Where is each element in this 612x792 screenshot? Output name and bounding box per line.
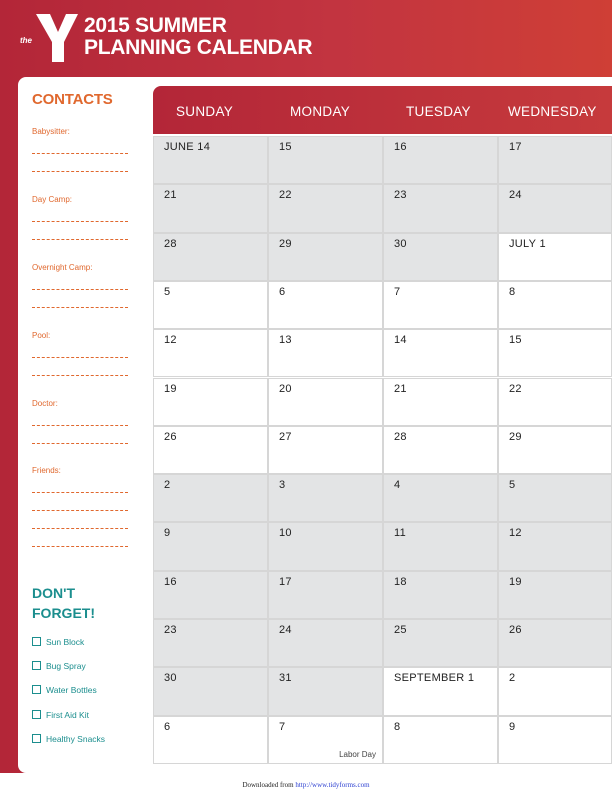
contact-write-line[interactable]	[32, 546, 128, 547]
calendar-cell[interactable]	[383, 619, 498, 667]
calendar-cell[interactable]	[153, 136, 268, 184]
contact-label: Overnight Camp:	[32, 263, 93, 272]
checklist-item[interactable]	[32, 734, 105, 744]
date-label: 11	[394, 527, 407, 540]
calendar-cell[interactable]	[383, 136, 498, 184]
calendar-cell[interactable]	[268, 474, 383, 522]
checklist-item-label: First Aid Kit	[46, 710, 89, 720]
logo-text: the	[20, 36, 32, 45]
contact-label: Doctor:	[32, 399, 58, 408]
contact-write-line[interactable]	[32, 289, 128, 290]
checklist-item-label: Bug Spray	[46, 661, 86, 671]
checkbox-icon[interactable]	[32, 661, 41, 670]
date-label: 26	[509, 624, 522, 636]
calendar-cell[interactable]	[268, 378, 383, 426]
contact-write-line[interactable]	[32, 492, 128, 493]
calendar-cell[interactable]	[268, 281, 383, 329]
date-label: 5	[509, 479, 516, 492]
contact-label: Friends:	[32, 466, 61, 475]
date-label: 14	[394, 334, 407, 347]
date-label: 2	[509, 672, 516, 685]
day-name-tuesday: TUESDAY	[406, 104, 471, 119]
calendar-cell[interactable]	[153, 571, 268, 619]
checklist-item[interactable]	[32, 710, 89, 720]
page-title-line2: PLANNING CALENDAR	[84, 36, 313, 59]
calendar-cell[interactable]	[268, 233, 383, 281]
contact-write-line[interactable]	[32, 239, 128, 240]
calendar-cell[interactable]	[498, 184, 612, 232]
footer-prefix: Downloaded from	[242, 781, 296, 789]
calendar-cell[interactable]	[268, 184, 383, 232]
date-label: 20	[279, 382, 292, 395]
date-label: 7	[394, 285, 401, 298]
date-label: 29	[509, 430, 522, 443]
page-title-line1: 2015 SUMMER	[84, 14, 227, 37]
date-label: 16	[394, 141, 407, 153]
date-label: 26	[164, 430, 177, 443]
date-label: 22	[279, 189, 292, 202]
date-label: JUNE 14	[164, 141, 211, 153]
calendar-cell[interactable]	[498, 474, 612, 522]
date-label: 9	[509, 720, 516, 733]
calendar-cell[interactable]	[268, 716, 383, 764]
contact-write-line[interactable]	[32, 153, 128, 154]
calendar-cell[interactable]	[153, 426, 268, 474]
calendar-cell[interactable]	[153, 281, 268, 329]
date-label: 29	[279, 237, 292, 250]
contact-write-line[interactable]	[32, 221, 128, 222]
calendar-cell[interactable]	[383, 522, 498, 570]
checklist-item[interactable]	[32, 637, 84, 647]
calendar-cell[interactable]	[498, 378, 612, 426]
holiday-note: Labor Day	[339, 749, 376, 759]
contact-write-line[interactable]	[32, 443, 128, 444]
date-label: 12	[164, 334, 177, 347]
date-label: 17	[279, 575, 292, 588]
date-label: 18	[394, 575, 407, 588]
date-label: 4	[394, 479, 401, 492]
date-label: 21	[394, 382, 407, 395]
date-label: 28	[394, 430, 407, 443]
dont-forget-title-line1: DON'T	[32, 585, 75, 601]
calendar-cell[interactable]	[153, 619, 268, 667]
date-label: 28	[164, 237, 177, 250]
calendar-cell[interactable]	[383, 378, 498, 426]
calendar-cell[interactable]	[498, 571, 612, 619]
calendar-cell[interactable]	[383, 426, 498, 474]
calendar-cell[interactable]	[153, 522, 268, 570]
calendar-cell[interactable]	[498, 329, 612, 377]
day-name-sunday: SUNDAY	[176, 104, 234, 119]
calendar-cell[interactable]	[383, 571, 498, 619]
day-name-monday: MONDAY	[290, 104, 351, 119]
contact-write-line[interactable]	[32, 510, 128, 511]
contacts-title: CONTACTS	[32, 91, 113, 108]
calendar-cell[interactable]	[153, 378, 268, 426]
date-label: 21	[164, 189, 177, 202]
date-label: 6	[279, 285, 286, 298]
calendar-cell[interactable]	[383, 716, 498, 764]
contact-label: Babysitter:	[32, 127, 70, 136]
calendar-cell[interactable]	[383, 474, 498, 522]
calendar-cell[interactable]	[498, 619, 612, 667]
date-label: 27	[279, 430, 292, 443]
calendar-cell[interactable]	[498, 716, 612, 764]
checkbox-icon[interactable]	[32, 734, 41, 743]
calendar-cell[interactable]	[383, 329, 498, 377]
calendar-cell[interactable]	[153, 233, 268, 281]
contact-write-line[interactable]	[32, 425, 128, 426]
calendar-cell[interactable]	[268, 619, 383, 667]
checklist-item-label: Sun Block	[46, 637, 85, 647]
calendar-cell[interactable]	[498, 426, 612, 474]
checkbox-icon[interactable]	[32, 710, 41, 719]
day-name-wednesday: WEDNESDAY	[508, 104, 597, 119]
footer	[0, 781, 612, 789]
checklist-item-label: Water Bottles	[46, 685, 97, 695]
contact-write-line[interactable]	[32, 171, 128, 172]
calendar-cell[interactable]	[498, 136, 612, 184]
date-label: 15	[509, 334, 522, 347]
dont-forget-title	[32, 583, 95, 623]
contact-label: Pool:	[32, 331, 51, 340]
calendar-cell[interactable]	[268, 667, 383, 715]
date-label: 2	[164, 479, 171, 492]
calendar-cell[interactable]	[268, 522, 383, 570]
date-label: 19	[509, 575, 522, 588]
calendar-cell[interactable]	[153, 716, 268, 764]
date-label: 24	[279, 624, 292, 636]
calendar-cell[interactable]	[268, 136, 383, 184]
calendar-cell[interactable]	[268, 329, 383, 377]
contact-write-line[interactable]	[32, 528, 128, 529]
date-label: 5	[164, 285, 171, 298]
calendar-cell[interactable]	[498, 522, 612, 570]
date-label: 12	[509, 527, 522, 540]
contact-write-line[interactable]	[32, 375, 128, 376]
calendar-cell[interactable]	[268, 571, 383, 619]
footer-link[interactable]: http://www.tidyforms.com	[295, 781, 370, 789]
date-label: 9	[164, 527, 171, 540]
contact-label: Day Camp:	[32, 195, 73, 204]
date-label: 19	[164, 382, 177, 395]
calendar-cell[interactable]	[383, 233, 498, 281]
date-label: 25	[394, 624, 407, 636]
calendar-cell[interactable]	[153, 667, 268, 715]
calendar-cell[interactable]	[498, 281, 612, 329]
contact-write-line[interactable]	[32, 307, 128, 308]
date-label: 23	[394, 189, 407, 202]
date-label: 15	[279, 141, 292, 153]
date-label: 23	[164, 624, 177, 636]
date-label: 10	[279, 527, 292, 540]
calendar-cell[interactable]	[153, 184, 268, 232]
calendar-cell[interactable]	[383, 667, 498, 715]
checkbox-icon[interactable]	[32, 685, 41, 694]
calendar-cell[interactable]	[153, 329, 268, 377]
date-label: 22	[509, 382, 522, 395]
calendar-cell[interactable]	[498, 233, 612, 281]
date-label: 8	[394, 720, 401, 733]
calendar-cell[interactable]	[383, 184, 498, 232]
date-label: 24	[509, 189, 522, 202]
calendar-cell[interactable]	[153, 474, 268, 522]
checkbox-icon[interactable]	[32, 637, 41, 646]
dont-forget-title-line2: FORGET!	[32, 605, 95, 621]
date-label: 30	[164, 672, 177, 685]
date-label: 7	[279, 720, 286, 733]
date-label: 31	[279, 672, 292, 685]
calendar-cell[interactable]	[268, 426, 383, 474]
date-label: 13	[279, 334, 292, 347]
date-label: 6	[164, 720, 171, 733]
date-label: SEPTEMBER 1	[394, 672, 475, 685]
date-label: 16	[164, 575, 177, 588]
checklist-item-label: Healthy Snacks	[46, 734, 106, 744]
date-label: 30	[394, 237, 407, 250]
date-label: 17	[509, 141, 522, 153]
checklist-item[interactable]	[32, 661, 86, 671]
checklist-item[interactable]	[32, 685, 97, 695]
date-label: 8	[509, 285, 516, 298]
date-label: JULY 1	[509, 237, 546, 250]
calendar-cell[interactable]	[383, 281, 498, 329]
date-label: 3	[279, 479, 286, 492]
contact-write-line[interactable]	[32, 357, 128, 358]
calendar-cell[interactable]	[498, 667, 612, 715]
